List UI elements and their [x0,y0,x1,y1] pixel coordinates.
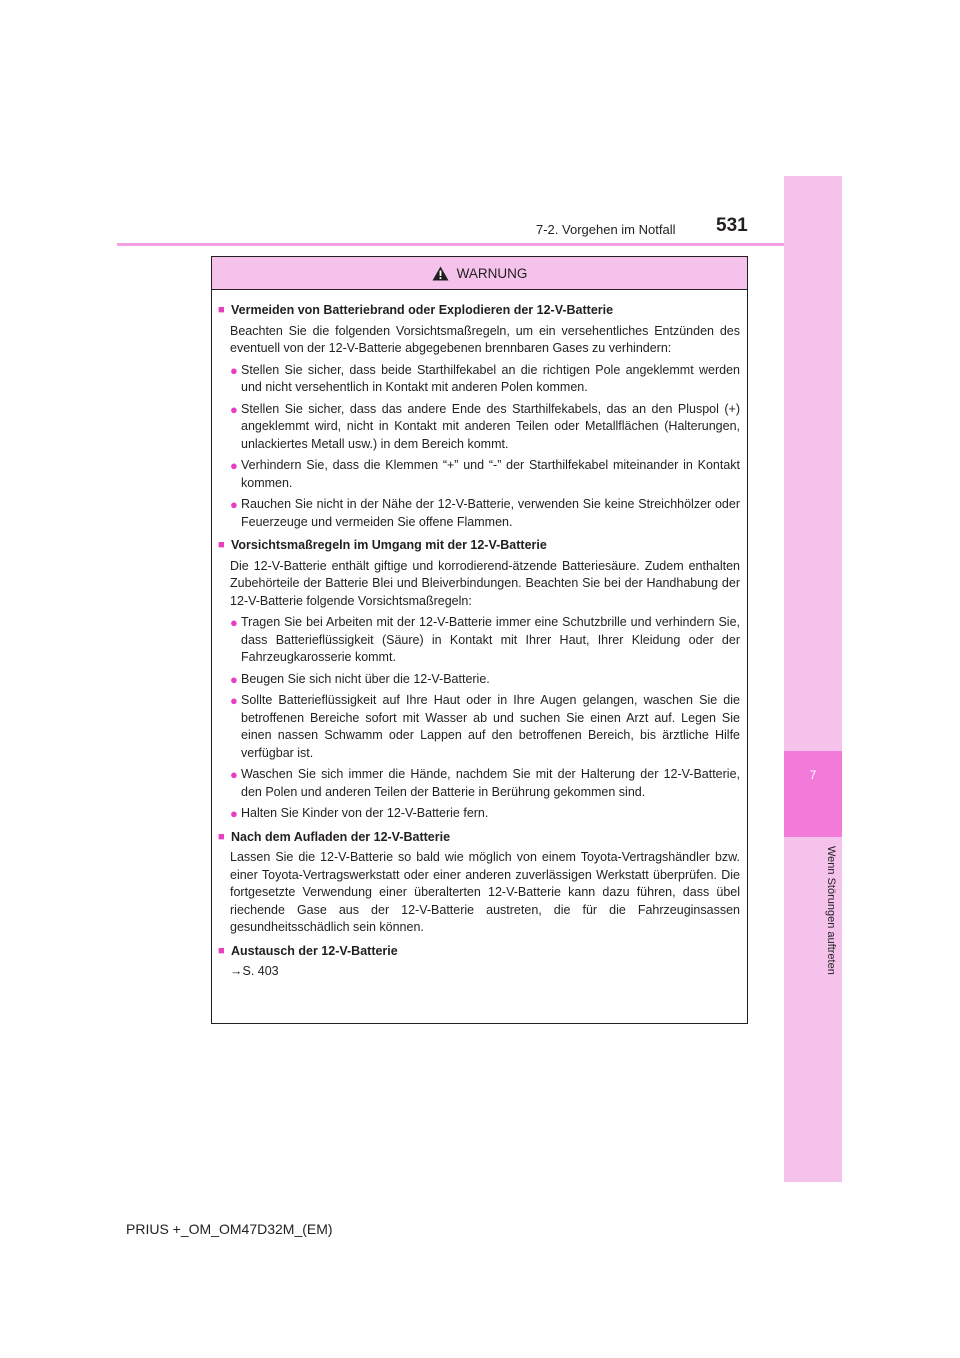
list-item: ● Sollte Batterieflüssigkeit auf Ihre Haut oder in Ihre Augen gelangen, waschen Sie die betroffenen Bereiche sofort mit Wasser ab und suchen Sie einen Arzt auf. Legen Sie einen nassen Schwamm oder Lappen auf den betroffenen Bereich, bis ärztliche Hilfe verfügbar ist. [230,692,740,762]
circle-bullet-icon: ● [230,615,238,630]
section-title: Nach dem Aufladen der 12-V-Batterie [231,829,451,844]
circle-bullet-icon: ● [230,401,238,417]
circle-bullet-icon: ● [230,497,238,512]
circle-bullet-icon: ● [230,362,238,378]
circle-bullet-icon: ● [230,693,238,708]
list-item: ● Stellen Sie sicher, dass beide Starthilfekabel an die richtigen Pole angeklemmt werden und nicht versehentlich in Kontakt mit anderen Polen kommen. [230,362,740,397]
list-item: ● Waschen Sie sich immer die Hände, nachdem Sie mit der Halterung der 12-V-Batterie, den Polen und anderen Teilen der Batterie in Berührung gekommen sind. [230,766,740,801]
section-title: Austausch der 12-V-Batterie [231,943,398,958]
circle-bullet-icon: ● [230,767,238,782]
section-text: Beachten Sie die folgenden Vorsichtsmaßregeln, um ein versehentliches Entzünden des eventuell von der 12-V-Batterie abgegebenen brennbaren Gases zu verhindern: [230,323,740,355]
list-item: ● Halten Sie Kinder von der 12-V-Batterie fern. [230,806,489,821]
list-item: ● Stellen Sie sicher, dass das andere Ende des Starthilfekabels, das an den Pluspol (+) angeklemmt wird, nicht in Kontakt mit anderen Teilen oder Metallflächen (Halterungen, unlackiertes Metall usw.) in dem Bereich kommt. [230,401,740,454]
section-text: Lassen Sie die 12-V-Batterie so bald wie möglich von einem Toyota-Vertragshändler bzw. einer Toyota-Vertragswerkstatt oder einer anderen zuverlässigen Werkstatt überprüfen. Die fortgesetzte Verwendung einer überalterten 12-V-Batterie kann dazu führen, dass übel riechende Gase aus der 12-V-Batterie austreten, die für die Fahrzeuginsassen gesundheitsschädlich sein können. [230,850,740,934]
warning-triangle-icon [432,266,449,281]
warning-title: WARNUNG [456,265,528,281]
footer-model-code: PRIUS +_OM_OM47D32M_(EM) [126,1221,333,1237]
header-rule [117,243,784,246]
square-bullet-icon: ■ [218,944,225,957]
square-bullet-icon: ■ [218,830,225,843]
chapter-tab-number: 7 [809,768,817,782]
list-item: ● Rauchen Sie nicht in der Nähe der 12-V-Batterie, verwenden Sie keine Streichhölzer oder Feuerzeuge und vermeiden Sie offene Flammen. [230,496,740,531]
list-item: ● Beugen Sie sich nicht über die 12-V-Batterie. [230,671,490,687]
warning-section [219,302,740,531]
chapter-tab-title: Wenn Störungen auftreten [825,845,837,975]
warning-section [219,537,740,823]
warning-header [212,257,747,290]
warning-section [219,829,740,937]
square-bullet-icon: ■ [218,304,225,316]
section-title: Vermeiden von Batteriebrand oder Explodieren der 12-V-Batterie [231,303,614,317]
square-bullet-icon: ■ [218,539,225,551]
circle-bullet-icon: ● [230,806,238,821]
warning-body [212,290,747,981]
section-title: Vorsichtsmaßregeln im Umgang mit der 12-V-Batterie [231,538,547,552]
chapter-heading: 7-2. Vorgehen im Notfall [536,222,676,237]
chapter-side-tab [784,176,842,1182]
warning-section [219,943,740,981]
list-item: ● Tragen Sie bei Arbeiten mit der 12-V-Batterie immer eine Schutzbrille und verhindern Sie, dass Batterieflüssigkeit (Säure) in Kontakt mit Ihrer Haut, Ihrer Kleidung oder der Fahrzeugkarosserie kommt. [230,614,740,667]
page-number: 531 [716,215,748,236]
circle-bullet-icon: ● [230,458,238,473]
circle-bullet-icon: ● [230,671,238,687]
list-item: ● Verhindern Sie, dass die Klemmen “+” und “-” der Starthilfekabel miteinander in Kontakt kommen. [230,457,740,492]
page-reference-link[interactable]: →S. 403 [230,964,279,978]
warning-box [211,256,748,1024]
chapter-tab-highlight [784,751,842,837]
section-text: Die 12-V-Batterie enthält giftige und korrodierend-ätzende Batteriesäure. Zudem enthalten Zubehörteile der Batterie Blei und Bleiverbindungen. Beachten Sie bei der Handhabung der 12-V-Batterie folgende Vorsichtsmaßregeln: [230,558,740,608]
